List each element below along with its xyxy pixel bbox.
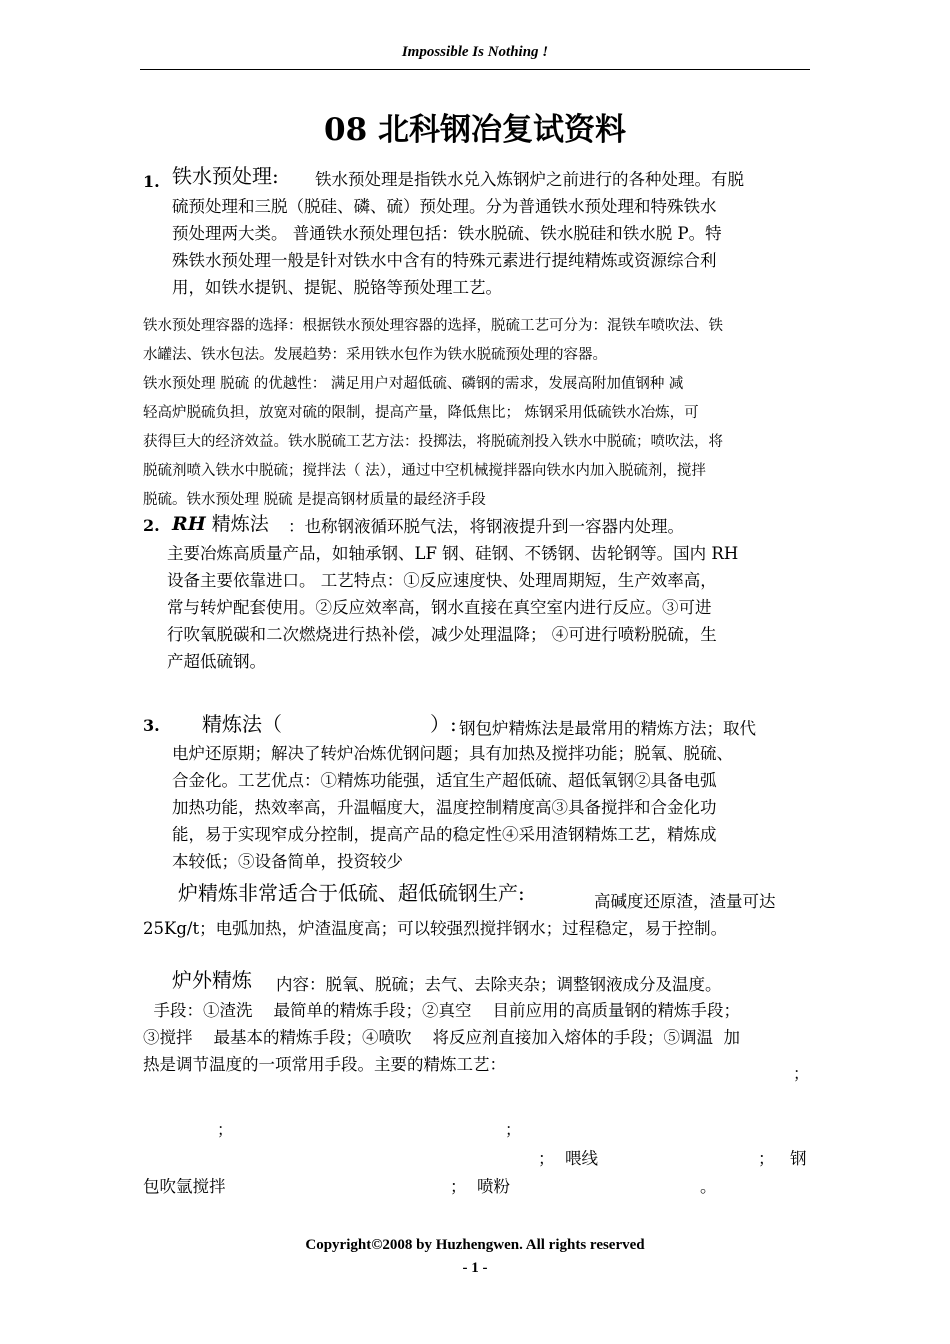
section-1-heading: 铁水预处理:	[172, 164, 279, 188]
text-line: 产超低硫钢。	[167, 652, 266, 671]
section-2-first-line: ：也称钢液循环脱气法，将钢液提升到一容器内处理。	[288, 517, 684, 536]
feed-wire-text: ； 喂线	[538, 1149, 598, 1168]
section-1-body	[172, 166, 744, 301]
section-1-number: 1.	[143, 172, 160, 191]
page-header: Impossible Is Nothing !	[401, 44, 549, 60]
section-2-body	[167, 540, 738, 675]
text-line: 本较低；⑤设备简单，投资较少	[172, 852, 403, 871]
semicolon: ；	[758, 1149, 775, 1168]
section-3-heading-close: ）:	[430, 712, 457, 736]
text-line: 加热功能，热效率高，升温幅度大，温度控制精度高③具备搅拌和合金化功	[172, 798, 717, 817]
text-line: ③搅拌 最基本的精炼手段；④喷吹 将反应剂直接加入熔体的手段；⑤调温 加	[143, 1028, 740, 1047]
text-line: 脱硫。铁水预处理 脱硫 是提高钢材质量的最经济手段	[143, 492, 486, 508]
rh-label: RH	[172, 513, 206, 535]
section-3-number: 3.	[143, 716, 160, 735]
powder-injection-text: ； 喷粉	[450, 1177, 510, 1196]
text-line: 铁水预处理 脱硫 的优越性： 满足用户对超低硫、磷钢的需求，发展高附加值钢种 减	[143, 376, 684, 392]
refining-content: 内容：脱氧、脱硫；去气、去除夹杂；调整钢液成分及温度。	[276, 975, 722, 994]
copyright-footer: Copyright©2008 by Huzhengwen. All rights reserved	[305, 1237, 645, 1253]
refining-body	[143, 997, 740, 1078]
text-line: 铁水预处理容器的选择：根据铁水预处理容器的选择，脱硫工艺可分为：混铁车喷吹法、铁	[143, 318, 723, 334]
semicolon: ；	[217, 1120, 234, 1139]
semicolon: ；	[793, 1064, 810, 1083]
text-line: 行吹氧脱碳和二次燃烧进行热补偿，减少处理温降； ④可进行喷粉脱硫，生	[167, 625, 717, 644]
lf-text: 高碱度还原渣，渣量可达	[594, 892, 776, 911]
text-line: 铁水预处理是指铁水兑入炼钢炉之前进行的各种处理。有脱	[315, 170, 744, 189]
text-line: 硫预处理和三脱（脱硅、磷、硫）预处理。分为普通铁水预处理和特殊铁水	[172, 197, 717, 216]
text-line: 脱硫剂喷入铁水中脱硫；搅拌法（ 法），通过中空机械搅拌器向铁水内加入脱硫剂，搅拌	[143, 463, 706, 479]
text-line: 用，如铁水提钒、提铌、脱铬等预处理工艺。	[172, 278, 502, 297]
section-3-heading: 精炼法（	[202, 712, 282, 736]
text-line: 热是调节温度的一项常用手段。主要的精炼工艺：	[143, 1055, 506, 1074]
text-line: 常与转炉配套使用。②反应效率高，钢水直接在真空室内进行反应。③可进	[167, 598, 712, 617]
text-line: 主要冶炼高质量产品，如轴承钢、LF 钢、硅钢、不锈钢、齿轮钢等。国内 RH	[167, 544, 739, 563]
text-line: 获得巨大的经济效益。铁水脱硫工艺方法：投掷法，将脱硫剂投入铁水中脱硫；喷吹法，将	[143, 434, 723, 450]
section-2-number: 2.	[143, 516, 160, 535]
semicolon: ；	[505, 1120, 522, 1139]
text-line: 设备主要依靠进口。 工艺特点：①反应速度快、处理周期短，生产效率高，	[167, 571, 717, 590]
text-line: 水罐法、铁水包法。发展趋势：采用铁水包作为铁水脱硫预处理的容器。	[143, 347, 607, 363]
pretreatment-paragraph	[143, 312, 723, 515]
text-line: 轻高炉脱硫负担，放宽对硫的限制，提高产量，降低焦比； 炼钢采用低硫铁水冶炼，可	[143, 405, 699, 421]
page-number: - 1 -	[462, 1260, 488, 1276]
text-line: 手段：①渣洗 最简单的精炼手段；②真空 目前应用的高质量钢的精炼手段；	[143, 1001, 740, 1020]
header-rule	[140, 69, 810, 70]
refining-heading: 炉外精炼	[172, 968, 252, 992]
argon-stirring-text: 包吹氩搅拌	[143, 1177, 226, 1196]
period: 。	[700, 1177, 717, 1196]
lf-heading: 炉精炼非常适合于低硫、超低硫钢生产:	[178, 881, 525, 905]
section-3-body	[172, 740, 733, 875]
section-3-first-line: 钢包炉精炼法是最常用的精炼方法；取代	[459, 719, 756, 738]
text-line: 能，易于实现窄成分控制，提高产品的稳定性④采用渣钢精炼工艺，精炼成	[172, 825, 717, 844]
text-line: 殊铁水预处理一般是针对铁水中含有的特殊元素进行提纯精炼或资源综合利	[172, 251, 717, 270]
lf-text-line-2: 25Kg/t；电弧加热，炉渣温度高；可以较强烈搅拌钢水；过程稳定，易于控制。	[143, 919, 728, 938]
text-line: 预处理两大类。 普通铁水预处理包括：铁水脱硫、铁水脱硅和铁水脱 P。特	[172, 224, 722, 243]
steel-text: 钢	[790, 1149, 807, 1168]
section-2-heading	[172, 509, 269, 536]
text-line: 电炉还原期；解决了转炉冶炼优钢问题；具有加热及搅拌功能；脱氧、脱硫、	[172, 744, 733, 763]
rh-heading-text: 精炼法	[211, 513, 269, 535]
page-title: 08 北科钢冶复试资料	[324, 112, 626, 148]
text-line: 合金化。工艺优点：①精炼功能强，适宜生产超低硫、超低氧钢②具备电弧	[172, 771, 717, 790]
